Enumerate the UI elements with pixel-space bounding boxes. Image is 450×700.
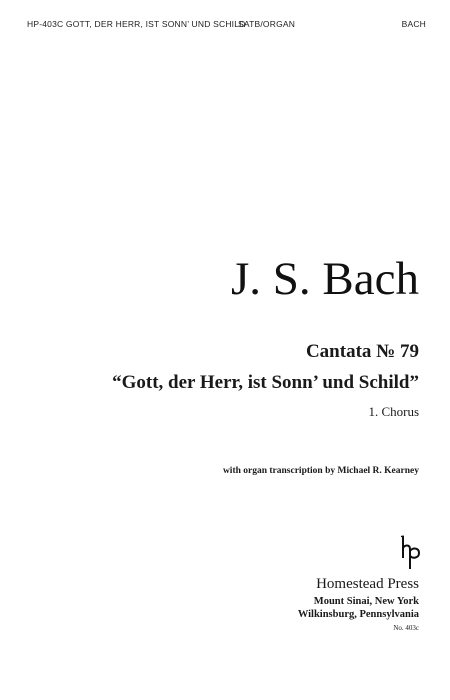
transcription-credit: with organ transcription by Michael R. Kearney	[222, 466, 419, 476]
header-catalog-title: HP-403C GOTT, DER HERR, IST SONN’ UND SCHILD	[27, 19, 246, 29]
cantata-number: Cantata № 79	[305, 341, 419, 362]
movement-title: 1. Chorus	[368, 404, 419, 419]
running-header	[0, 19, 450, 33]
publisher-name: Homestead Press	[316, 576, 419, 592]
catalog-number: No. 403c	[393, 624, 419, 632]
publisher-location-2: Wilkinsburg, Pennsylvania	[297, 609, 419, 620]
work-title: “Gott, der Herr, ist Sonn’ und Schild”	[112, 372, 419, 393]
composer-name: J. S. Bach	[231, 253, 419, 305]
header-voicing: SATB/ORGAN	[238, 19, 296, 29]
hp-monogram-icon	[399, 534, 421, 570]
header-composer: BACH	[401, 19, 426, 29]
publisher-location-1: Mount Sinai, New York	[313, 596, 419, 607]
